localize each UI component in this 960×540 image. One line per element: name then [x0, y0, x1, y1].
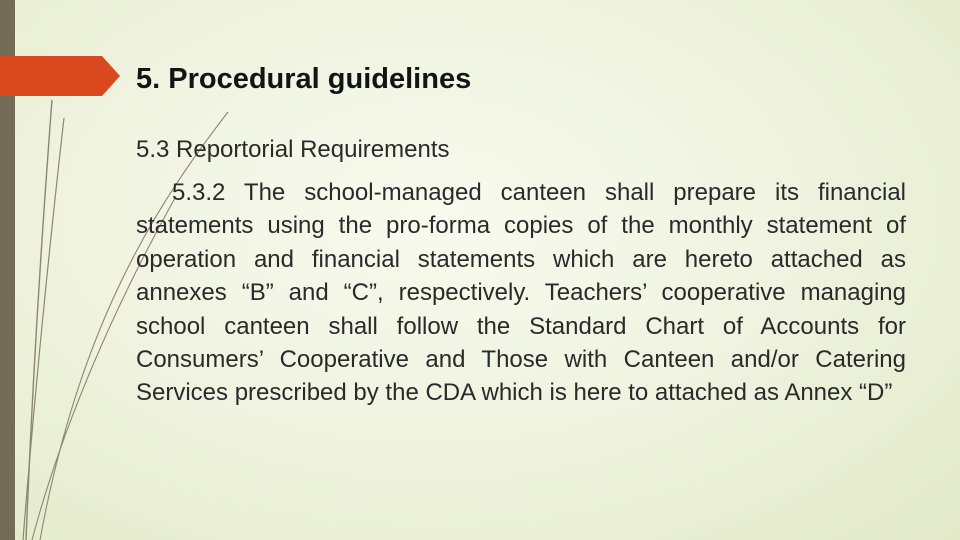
- slide-title: 5. Procedural guidelines: [136, 63, 472, 95]
- arrow-pointer-icon: [0, 56, 120, 96]
- body-paragraph: 5.3.2 The school-managed canteen shall prepare its financial statements using the pro-forma copies of the monthly statement of operation and financial statements which are hereto attached as annexes “B” and “C”, respectively. Teachers’ cooperative managing school canteen shall follow the Standard Chart of Accounts for Consumers’ Cooperative and Those with Canteen and/or Catering Services prescribed by the CDA which is here to attached as Annex “D”: [136, 179, 906, 407]
- decor-line-1: [26, 100, 52, 540]
- section-heading: 5.3 Reportorial Requirements: [136, 136, 450, 163]
